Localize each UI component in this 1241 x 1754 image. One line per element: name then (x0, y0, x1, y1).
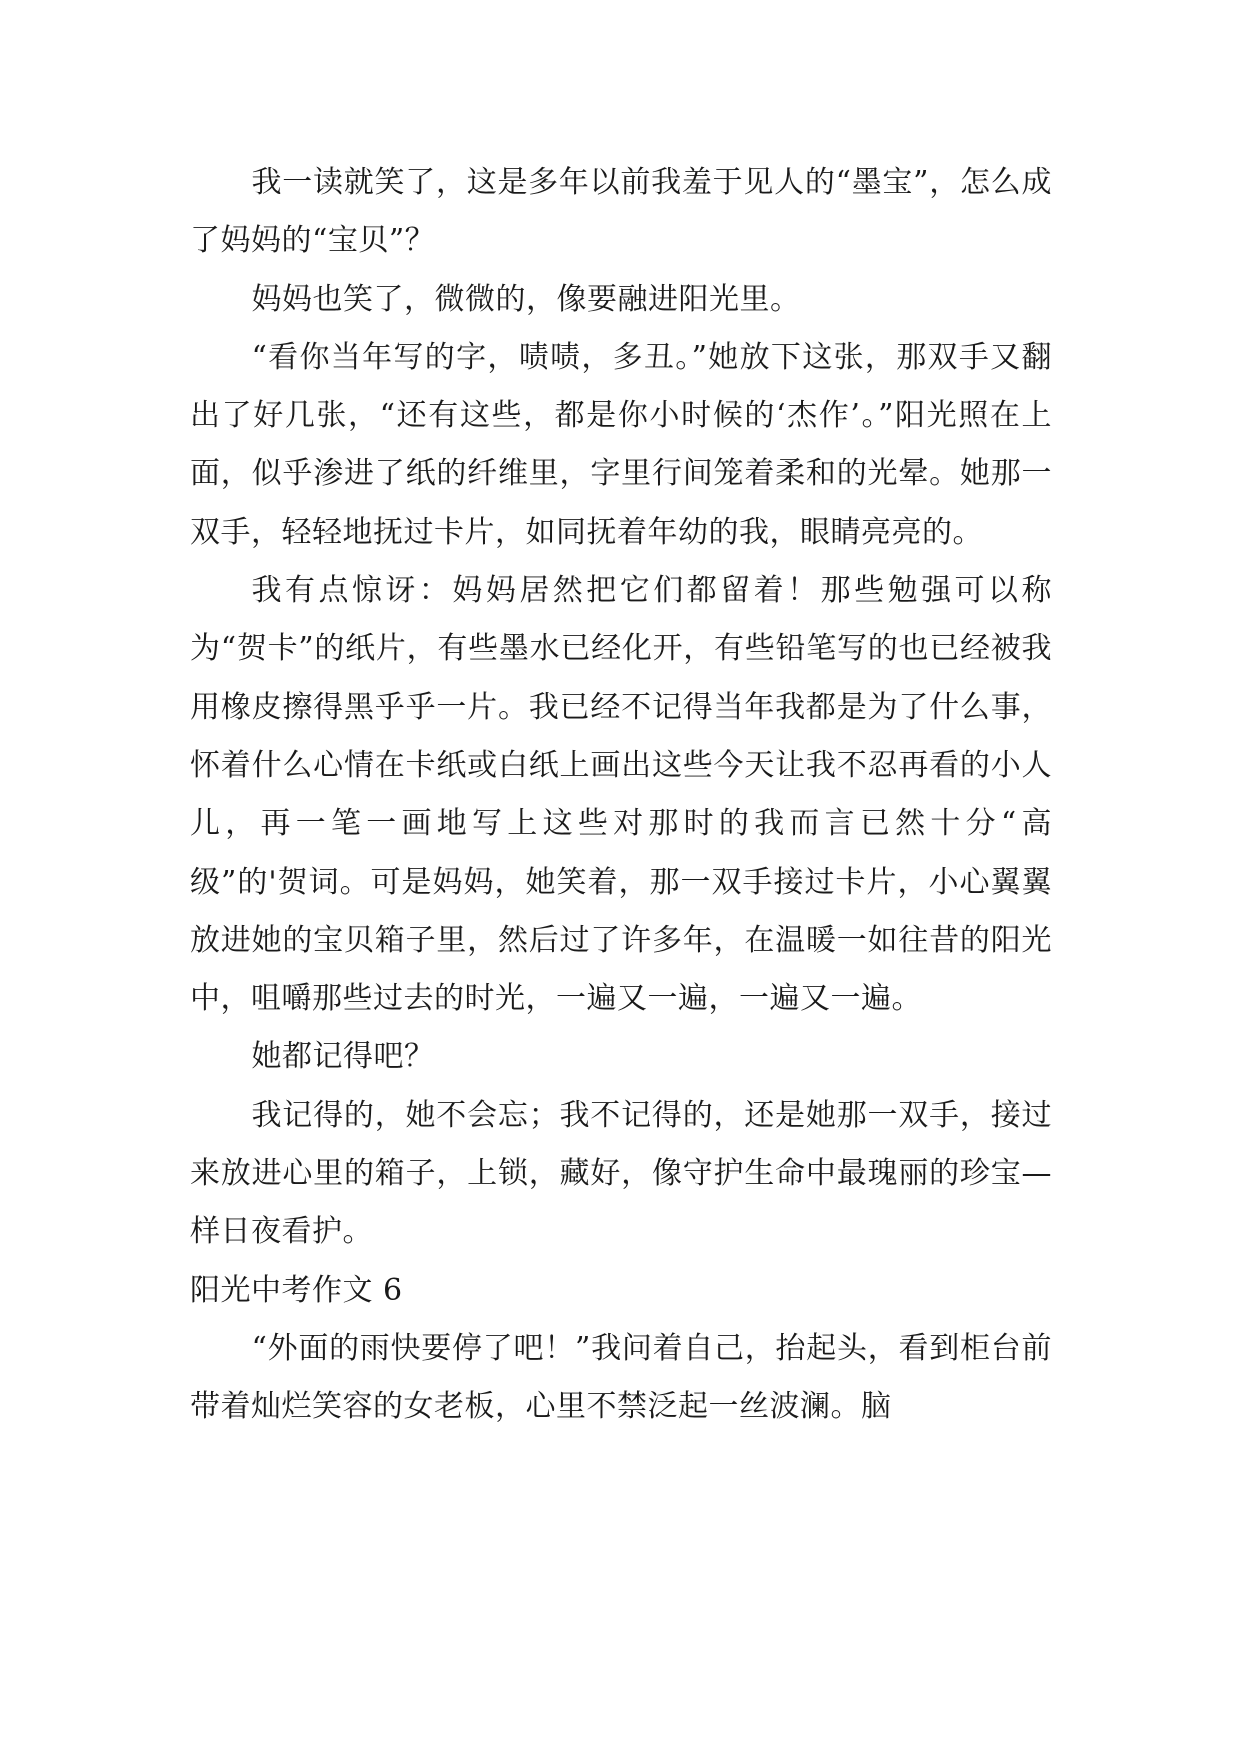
document-body (190, 154, 1052, 1437)
paragraph: “外面的雨快要停了吧！”我问着自己，抬起头，看到柜台前带着灿烂笑容的女老板，心里不禁泛起一丝波澜。脑 (190, 1330, 1052, 1425)
paragraph: 我记得的，她不会忘；我不记得的，还是她那一双手，接过来放进心里的箱子，上锁，藏好，像守护生命中最瑰丽的珍宝—样日夜看护。 (190, 1097, 1052, 1250)
paragraph: “看你当年写的字，啧啧，多丑。”她放下这张，那双手又翻出了好几张，“还有这些，都是你小时候的‘杰作’。”阳光照在上面，似乎渗进了纸的纤维里，字里行间笼着柔和的光晕。她那一双手，轻轻地抚过卡片，如同抚着年幼的我，眼睛亮亮的。 (190, 339, 1052, 550)
paragraph: 我一读就笑了，这是多年以前我羞于见人的“墨宝”，怎么成了妈妈的“宝贝”？ (190, 165, 1052, 259)
paragraph: 她都记得吧？ (251, 1039, 435, 1075)
paragraph: 妈妈也笑了，微微的，像要融进阳光里。 (251, 281, 801, 317)
section-heading: 阳光中考作文 6 (190, 1272, 403, 1308)
paragraph: 我有点惊讶：妈妈居然把它们都留着！那些勉强可以称为“贺卡”的纸片，有些墨水已经化开，有些铅笔写的也已经被我用橡皮擦得黑乎乎一片。我已经不记得当年我都是为了什么事，怀着什么心情在卡纸或白纸上画出这些今天让我不忍再看的小人儿，再一笔一画地写上这些对那时的我而言已然十分“高级”的'贺词。可是妈妈，她笑着，那一双手接过卡片，小心翼翼放进她的宝贝箱子里，然后过了许多年，在温暖一如往昔的阳光中，咀嚼那些过去的时光，一遍又一遍，一遍又一遍。 (190, 573, 1052, 1017)
